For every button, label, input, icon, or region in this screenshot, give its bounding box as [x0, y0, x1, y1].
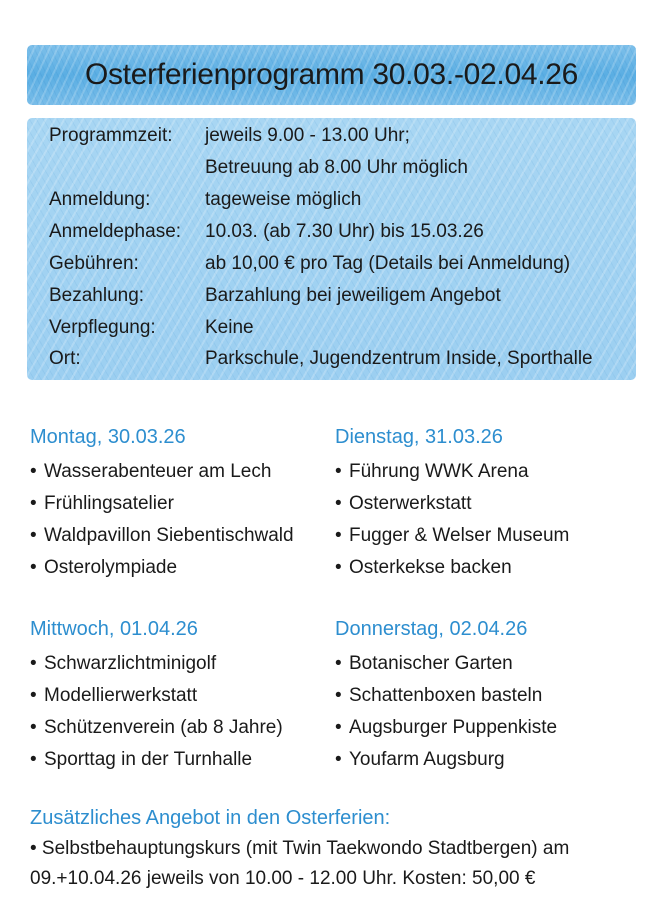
list-item	[335, 552, 569, 584]
list-item	[335, 520, 569, 552]
info-label	[49, 157, 205, 179]
info-label: Anmeldung:	[49, 189, 151, 210]
bullet: •	[335, 557, 342, 578]
activity: Wasserabenteuer am Lech	[44, 461, 272, 482]
activity: Youfarm Augsburg	[349, 749, 505, 770]
list-item	[30, 744, 283, 776]
activity: Osterkekse backen	[349, 557, 512, 578]
day-monday	[30, 422, 294, 584]
bullet: •	[335, 493, 342, 514]
day-heading: Dienstag, 31.03.26	[335, 426, 503, 448]
info-row-bezahlung	[49, 285, 629, 307]
info-value: Barzahlung bei jeweiligem Angebot	[205, 285, 501, 306]
bullet: •	[30, 749, 37, 770]
bullet: •	[30, 685, 37, 706]
activity: Führung WWK Arena	[349, 461, 529, 482]
list-item	[30, 456, 294, 488]
info-value: Keine	[205, 317, 254, 338]
list-item	[335, 456, 569, 488]
bullet: •	[30, 525, 37, 546]
list-item	[335, 488, 569, 520]
list-item	[30, 680, 283, 712]
info-value: ab 10,00 € pro Tag (Details bei Anmeldung)	[205, 253, 571, 274]
bullet: •	[335, 685, 342, 706]
bullet: •	[335, 749, 342, 770]
info-label: Gebühren:	[49, 253, 139, 274]
info-row-betreuung	[49, 157, 629, 179]
bullet: •	[335, 653, 342, 674]
bullet: •	[30, 557, 37, 578]
info-value: jeweils 9.00 - 13.00 Uhr;	[205, 125, 410, 146]
list-item	[30, 552, 294, 584]
title-banner	[27, 45, 636, 105]
bullet: •	[30, 717, 37, 738]
info-row-programmzeit	[49, 125, 629, 147]
activity: Modellierwerkstatt	[44, 685, 198, 706]
list-item	[335, 712, 557, 744]
bullet: •	[335, 717, 342, 738]
info-box	[27, 118, 636, 380]
info-label: Programmzeit:	[49, 125, 173, 146]
info-value: 10.03. (ab 7.30 Uhr) bis 15.03.26	[205, 221, 484, 242]
bullet: •	[30, 461, 37, 482]
activity: Frühlingsatelier	[44, 493, 174, 514]
info-label: Bezahlung:	[49, 285, 145, 306]
info-value: Betreuung ab 8.00 Uhr möglich	[205, 157, 468, 178]
list-item	[30, 488, 294, 520]
day-heading: Donnerstag, 02.04.26	[335, 618, 528, 640]
info-value: tageweise möglich	[205, 189, 362, 210]
info-label: Ort:	[49, 348, 81, 369]
extra-line-1: • Selbstbehauptungskurs (mit Twin Taekwondo Stadtbergen) am	[30, 838, 570, 859]
activity: Osterwerkstatt	[349, 493, 472, 514]
list-item	[335, 680, 557, 712]
bullet: •	[30, 493, 37, 514]
bullet: •	[335, 461, 342, 482]
activity: Schwarzlichtminigolf	[44, 653, 217, 674]
list-item	[30, 520, 294, 552]
info-row-ort	[49, 348, 629, 370]
extra-offer	[30, 802, 640, 894]
info-row-verpflegung	[49, 317, 629, 339]
activity: Waldpavillon Siebentischwald	[44, 525, 294, 546]
activity: Schattenboxen basteln	[349, 685, 543, 706]
extra-line-2: 09.+10.04.26 jeweils von 10.00 - 12.00 Uhr. Kosten: 50,00 €	[30, 868, 536, 889]
day-wednesday	[30, 614, 283, 776]
day-thursday	[335, 614, 557, 776]
info-row-anmeldephase	[49, 221, 629, 243]
page-title: Osterferienprogramm 30.03.-02.04.26	[84, 58, 579, 91]
activity: Osterolympiade	[44, 557, 178, 578]
info-row-gebuehren	[49, 253, 629, 275]
activity: Botanischer Garten	[349, 653, 513, 674]
activity: Schützenverein (ab 8 Jahre)	[44, 717, 283, 738]
bullet: •	[335, 525, 342, 546]
extra-heading: Zusätzliches Angebot in den Osterferien:	[30, 807, 391, 829]
info-value: Parkschule, Jugendzentrum Inside, Sporthalle	[205, 348, 593, 369]
list-item	[30, 648, 283, 680]
activity: Augsburger Puppenkiste	[349, 717, 558, 738]
list-item	[335, 648, 557, 680]
info-label: Anmeldephase:	[49, 221, 182, 242]
day-tuesday	[335, 422, 569, 584]
day-heading: Mittwoch, 01.04.26	[30, 618, 198, 640]
bullet: •	[30, 653, 37, 674]
list-item	[335, 744, 557, 776]
day-heading: Montag, 30.03.26	[30, 426, 186, 448]
info-label: Verpflegung:	[49, 317, 156, 338]
list-item	[30, 712, 283, 744]
activity: Fugger & Welser Museum	[349, 525, 570, 546]
activity: Sporttag in der Turnhalle	[44, 749, 253, 770]
info-row-anmeldung	[49, 189, 629, 211]
